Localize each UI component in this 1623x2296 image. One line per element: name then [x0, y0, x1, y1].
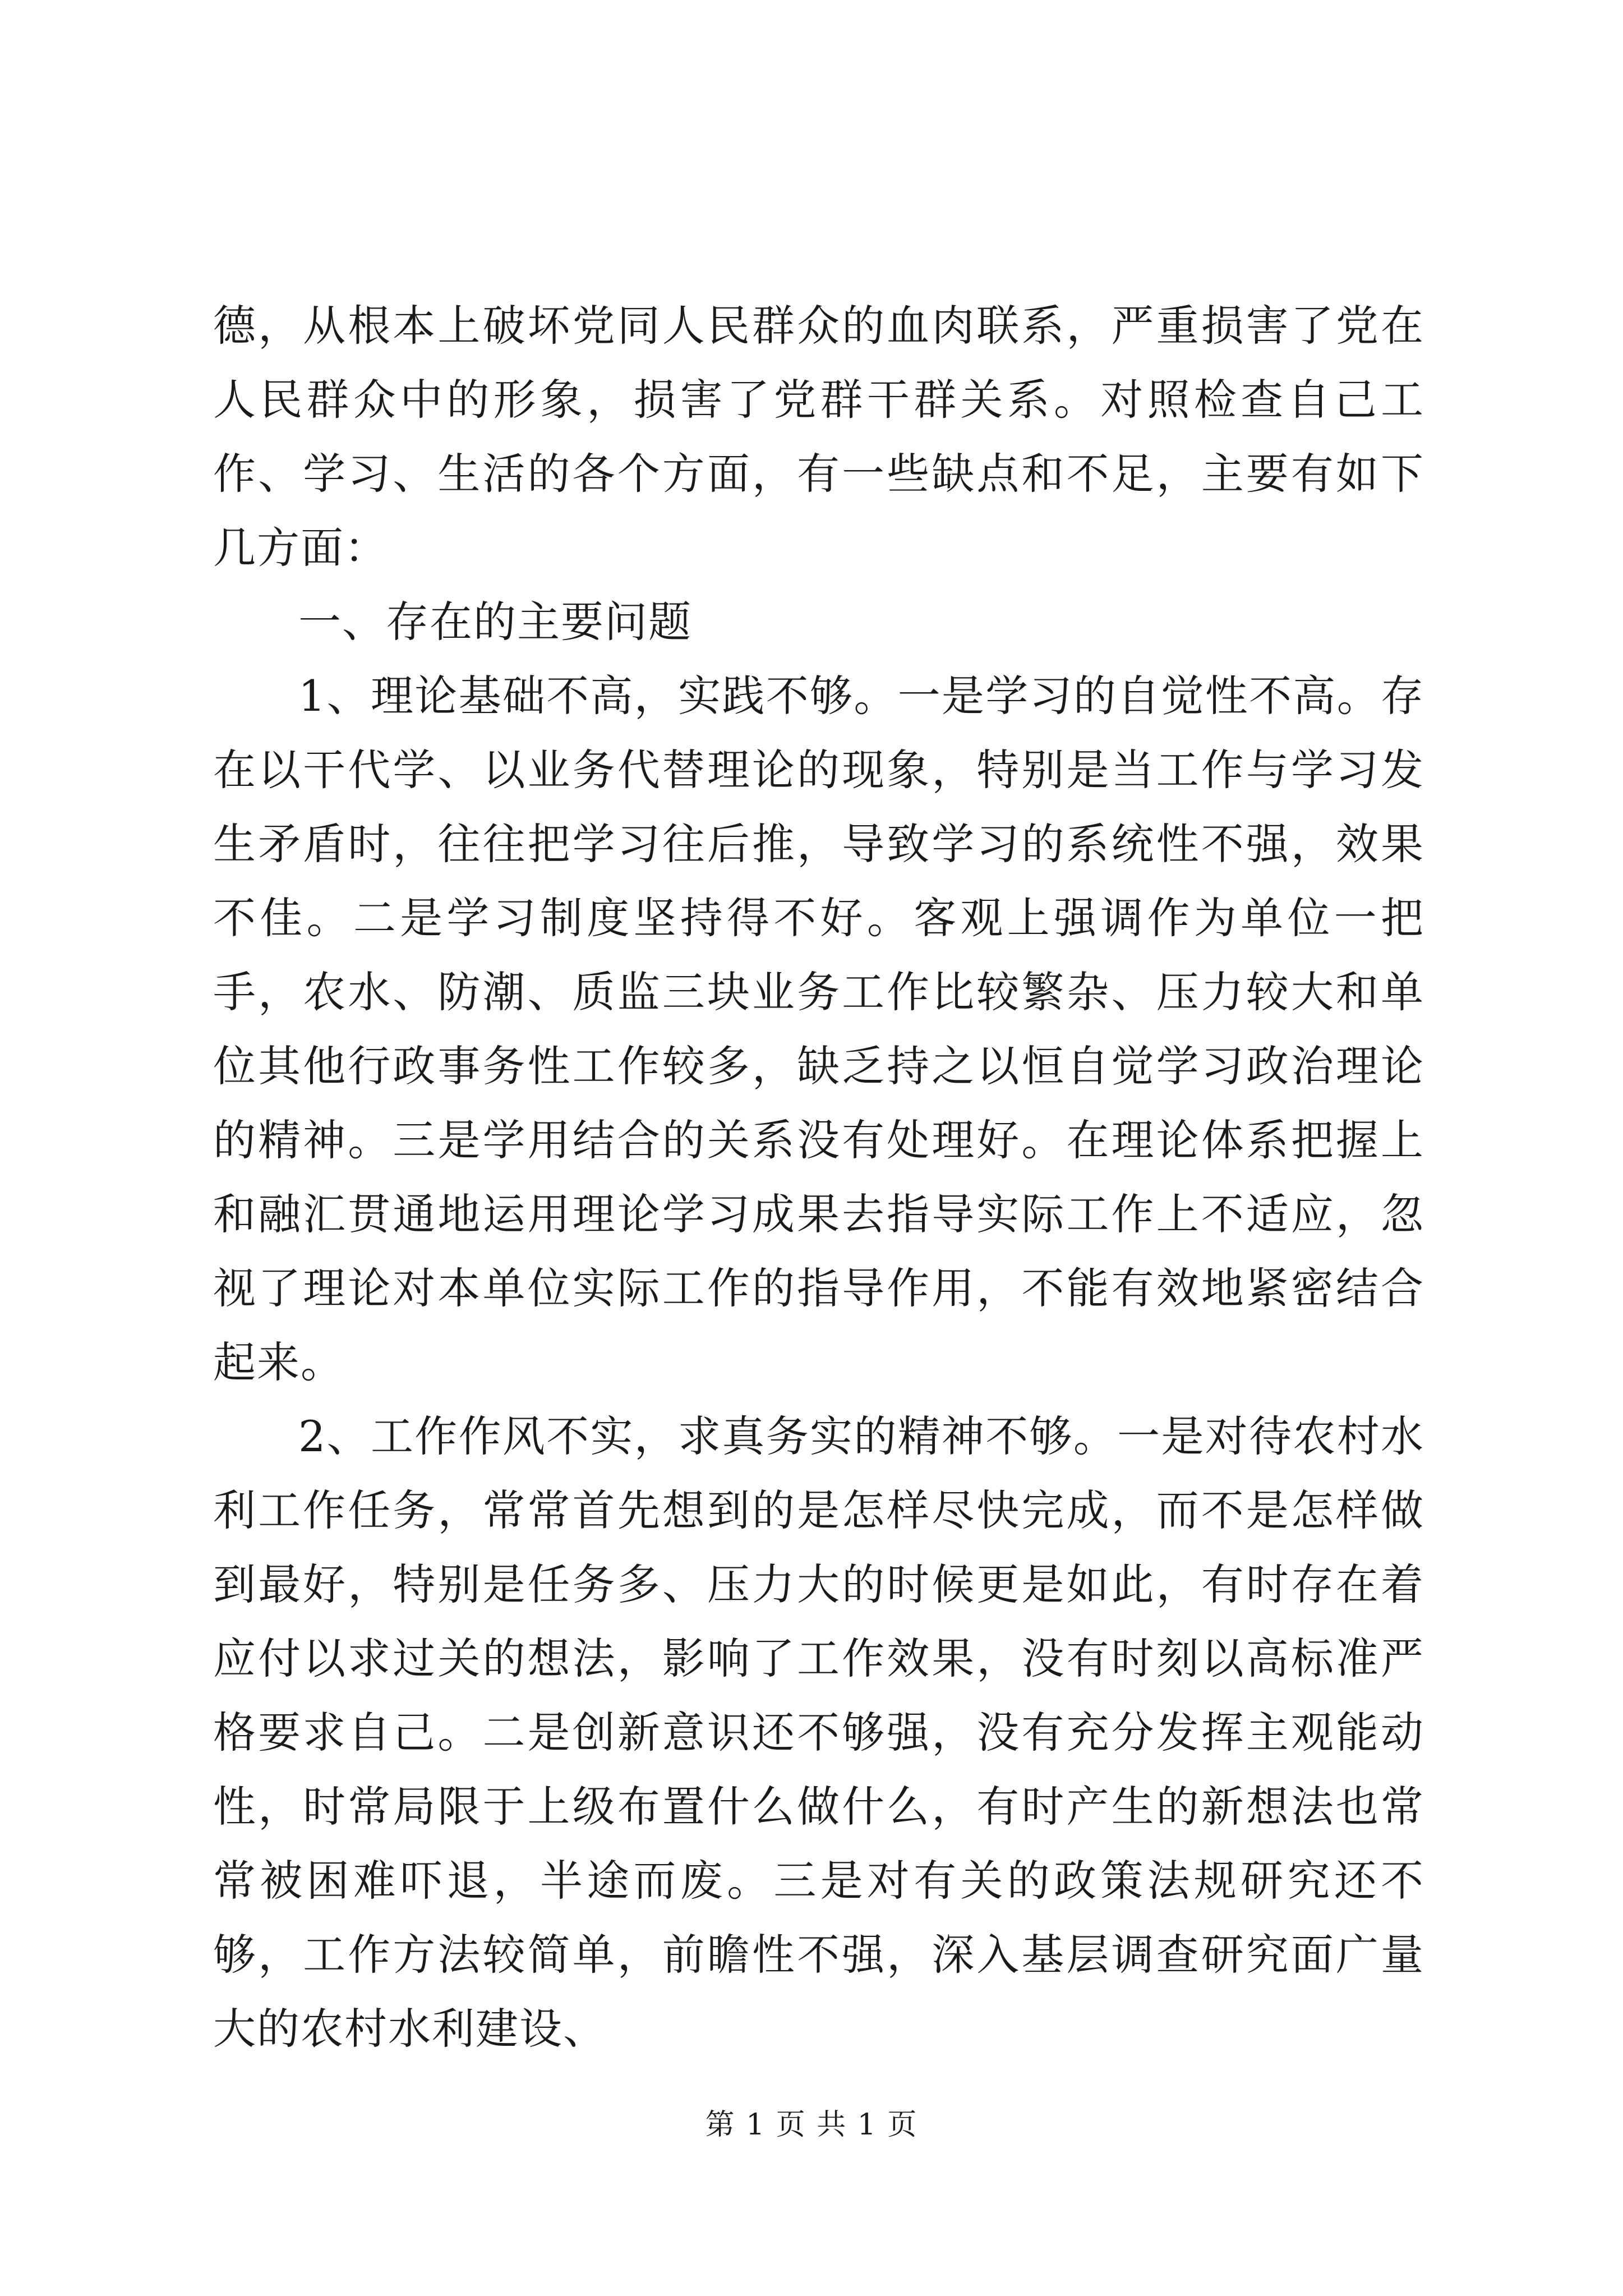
section-heading: 一、存在的主要问题: [298, 597, 692, 647]
paragraph-continuation: 德，从根本上破坏党同人民群众的血肉联系，严重损害了党在人民群众中的形象，损害了党群干群关系。对照检查自己工作、学习、生活的各个方面，有一些缺点和不足，主要有如下几方面：: [213, 301, 1424, 573]
paragraph-item-1: 1、理论基础不高，实践不够。一是学习的自觉性不高。存在以干代学、以业务代替理论的现象，特别是当工作与学习发生矛盾时，往往把学习往后推，导致学习的系统性不强，效果不佳。二是学习制度坚持得不好。客观上强调作为单位一把手，农水、防潮、质监三块业务工作比较繁杂、压力较大和单位其他行政事务性工作较多，缺乏持之以恒自觉学习政治理论的精神。三是学用结合的关系没有处理好。在理论体系把握上和融汇贯通地运用理论学习成果去指导实际工作上不适应，忽视了理论对本单位实际工作的指导作用，不能有效地紧密结合起来。: [213, 671, 1424, 1387]
document-body: [213, 289, 1424, 2066]
page-number-footer: 第 1 页 共 1 页: [705, 2108, 918, 2142]
paragraph-item-2: 2、工作作风不实，求真务实的精神不够。一是对待农村水利工作任务，常常首先想到的是怎样尽快完成，而不是怎样做到最好，特别是任务多、压力大的时候更是如此，有时存在着应付以求过关的想法，影响了工作效果，没有时刻以高标准严格要求自己。二是创新意识还不够强，没有充分发挥主观能动性，时常局限于上级布置什么做什么，有时产生的新想法也常常被困难吓退，半途而废。三是对有关的政策法规研究还不够，工作方法较简单，前瞻性不强，深入基层调查研究面广量大的农村水利建设、: [213, 1411, 1424, 2054]
